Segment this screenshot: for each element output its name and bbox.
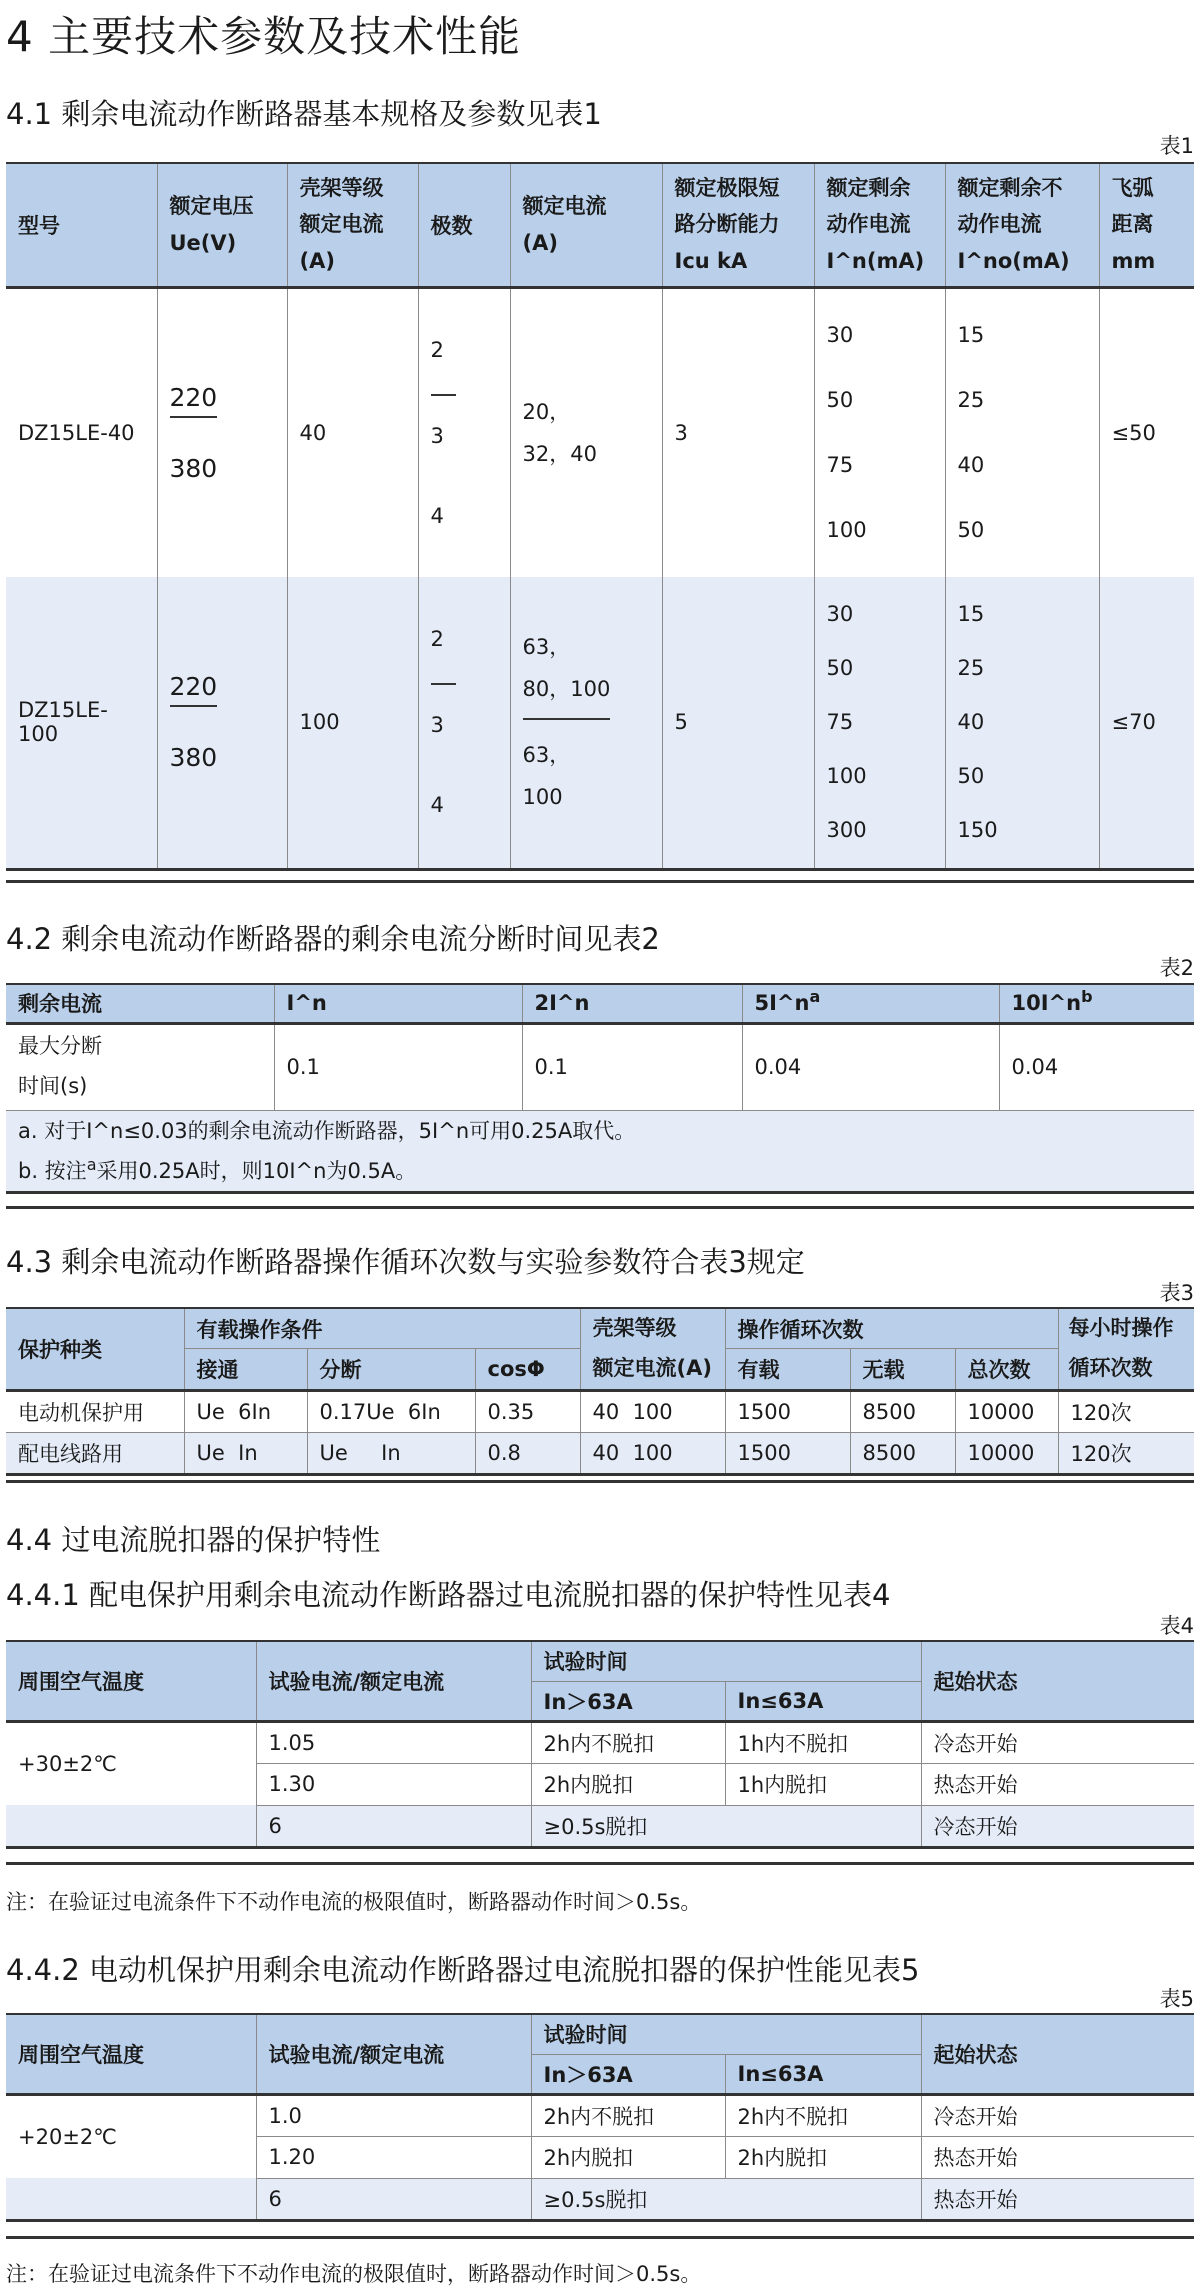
residual-value: 300 xyxy=(826,818,867,843)
table-5 xyxy=(6,2013,1194,2222)
t2-footnote-a-mark: a xyxy=(809,987,821,1007)
t3-sub-off: 分断 xyxy=(307,1349,475,1391)
t2-row-label: 最大分断 时间(s) xyxy=(6,1023,274,1110)
residual-value: 30 xyxy=(826,602,854,627)
t4-cell: ≥0.5s脱扣 xyxy=(531,1805,921,1847)
t5-cell-empty xyxy=(6,2178,256,2220)
t2-header-residual: 剩余电流 xyxy=(6,984,274,1023)
t3-sub-noload: 无载 xyxy=(850,1349,955,1391)
nonop-value: 40 xyxy=(957,710,985,735)
section-4-3-heading: 4.3 剩余电流动作断路器操作循环次数与实验参数符合表3规定 xyxy=(6,1245,805,1279)
residual-value: 50 xyxy=(826,387,854,412)
t3-header-cycles: 操作循环次数 xyxy=(725,1308,1058,1349)
t1-header-frame: 壳架等级 额定电流 (A) xyxy=(287,163,418,287)
t3-cell: 1500 xyxy=(725,1390,850,1432)
t1-header-voltage: 额定电压 Ue(V) xyxy=(157,163,287,287)
t1-header-model: 型号 xyxy=(6,163,157,287)
t4-cell-empty xyxy=(6,1805,256,1847)
t1-row-dz15le-40 xyxy=(6,287,1194,577)
t4-header-ratio: 试验电流/额定电流 xyxy=(256,1641,531,1721)
table-3-bottom-rule xyxy=(6,1480,1194,1483)
table-5-note: 注：在验证过电流条件下不动作电流的极限值时，断路器动作时间＞0.5s。 xyxy=(6,2262,702,2286)
t3-cell: 0.35 xyxy=(475,1390,580,1432)
t3-cell: 120次 xyxy=(1058,1390,1194,1432)
t5-cell: 热态开始 xyxy=(921,2136,1194,2178)
t3-row-motor xyxy=(6,1390,1194,1432)
section-4-1-heading: 4.1 剩余电流动作断路器基本规格及参数见表1 xyxy=(6,97,602,131)
residual-value: 100 xyxy=(826,517,867,542)
t4-header-temp: 周围空气温度 xyxy=(6,1641,256,1721)
t1-voltage xyxy=(157,287,287,577)
rated-line-3: 63， xyxy=(522,743,571,768)
t2-note-b-text: 采用0.25A时，则10I^n为0.5A。 xyxy=(96,1158,417,1183)
residual-value: 100 xyxy=(826,764,867,789)
t1-row-dz15le-100 xyxy=(6,577,1194,869)
t3-cell: 120次 xyxy=(1058,1432,1194,1474)
pole-2: 2 xyxy=(431,310,456,396)
voltage-220: 220 xyxy=(170,383,218,418)
t2-footnote-b-mark: b xyxy=(1081,987,1093,1007)
t5-cell: 6 xyxy=(256,2178,531,2220)
t1-rated xyxy=(510,577,662,869)
table-4 xyxy=(6,1640,1194,1849)
table-2 xyxy=(6,983,1194,1194)
t1-arc: ≤50 xyxy=(1099,287,1194,577)
t1-header-icu: 额定极限短 路分断能力 Icu kA xyxy=(662,163,814,287)
t1-arc: ≤70 xyxy=(1099,577,1194,869)
t1-icu: 5 xyxy=(662,577,814,869)
t1-nonop xyxy=(945,577,1099,869)
table-3 xyxy=(6,1307,1194,1476)
t2-note-b-mark: a xyxy=(86,1154,97,1174)
t4-cell: 1.05 xyxy=(256,1721,531,1763)
t4-header-gt63: In＞63A xyxy=(531,1681,725,1721)
table-4-caption: 表4 xyxy=(1159,1614,1194,1638)
t5-header-state: 起始状态 xyxy=(921,2014,1194,2094)
t4-row xyxy=(6,1721,1194,1763)
t3-row-distribution xyxy=(6,1432,1194,1474)
t2-value: 0.04 xyxy=(999,1023,1194,1110)
table-4-bottom-rule xyxy=(6,1862,1194,1865)
section-4-2-heading: 4.2 剩余电流动作断路器的剩余电流分断时间见表2 xyxy=(6,922,660,956)
nonop-value: 15 xyxy=(957,322,985,347)
t3-header-perhour: 每小时操作 循环次数 xyxy=(1058,1308,1194,1390)
t3-cell: 40 100 xyxy=(580,1390,725,1432)
pole-4: 4 xyxy=(430,503,444,528)
voltage-380: 380 xyxy=(169,453,218,483)
t3-cell: Ue 6In xyxy=(184,1390,307,1432)
t2-header-in: I^n xyxy=(274,984,522,1023)
residual-value: 75 xyxy=(826,452,854,477)
table-5-caption: 表5 xyxy=(1159,1987,1194,2011)
t1-icu: 3 xyxy=(662,287,814,577)
pole-2: 2 xyxy=(431,599,456,685)
pole-3: 3 xyxy=(430,713,444,738)
t5-header-temp: 周围空气温度 xyxy=(6,2014,256,2094)
t1-rated xyxy=(510,287,662,577)
t3-cell: 8500 xyxy=(850,1432,955,1474)
t3-cell: 配电线路用 xyxy=(6,1432,184,1474)
t5-temp: +20±2℃ xyxy=(6,2094,256,2178)
t5-cell: 热态开始 xyxy=(921,2178,1194,2220)
t5-cell: 2h内脱扣 xyxy=(531,2136,725,2178)
table-5-bottom-rule xyxy=(6,2236,1194,2239)
section-4-4-2-heading: 4.4.2 电动机保护用剩余电流动作断路器过电流脱扣器的保护性能见表5 xyxy=(6,1953,920,1987)
t4-header-time: 试验时间 xyxy=(531,1641,921,1681)
t1-header-arc: 飞弧 距离 mm xyxy=(1099,163,1194,287)
t1-frame: 40 xyxy=(287,287,418,577)
t5-cell: 1.0 xyxy=(256,2094,531,2136)
t4-cell: 冷态开始 xyxy=(921,1721,1194,1763)
t3-sub-on: 接通 xyxy=(184,1349,307,1391)
voltage-380: 380 xyxy=(169,743,218,773)
t1-model: DZ15LE-100 xyxy=(6,577,157,869)
t4-cell: 热态开始 xyxy=(921,1763,1194,1805)
t3-sub-load: 有载 xyxy=(725,1349,850,1391)
t4-cell: 1.30 xyxy=(256,1763,531,1805)
table-1 xyxy=(6,162,1194,871)
pole-4: 4 xyxy=(430,793,444,818)
table-2-caption: 表2 xyxy=(1159,956,1194,980)
nonop-value: 15 xyxy=(957,602,985,627)
residual-value: 30 xyxy=(826,322,854,347)
t5-cell: 2h内脱扣 xyxy=(725,2136,921,2178)
t1-frame: 100 xyxy=(287,577,418,869)
voltage-220: 220 xyxy=(170,672,218,707)
t3-cell: 10000 xyxy=(955,1390,1058,1432)
t3-cell: 10000 xyxy=(955,1432,1058,1474)
t5-cell: 2h内不脱扣 xyxy=(531,2094,725,2136)
t1-nonop xyxy=(945,287,1099,577)
t5-row xyxy=(6,2094,1194,2136)
rated-line-2: 32，40 xyxy=(522,441,597,466)
t5-cell: 冷态开始 xyxy=(921,2094,1194,2136)
table-3-caption: 表3 xyxy=(1159,1281,1194,1305)
t4-row xyxy=(6,1805,1194,1847)
t2-row xyxy=(6,1023,1194,1110)
t3-cell: 40 100 xyxy=(580,1432,725,1474)
t1-voltage xyxy=(157,577,287,869)
t2-note-b-text: b. 按注 xyxy=(18,1158,87,1183)
t4-cell: 2h内不脱扣 xyxy=(531,1721,725,1763)
rated-line-1: 63， xyxy=(522,635,571,660)
t2-value: 0.1 xyxy=(522,1023,742,1110)
t1-residual xyxy=(814,577,945,869)
t3-cell: Ue In xyxy=(184,1432,307,1474)
rated-line-4: 100 xyxy=(522,785,563,810)
t3-header-load: 有载操作条件 xyxy=(184,1308,580,1349)
nonop-value: 50 xyxy=(957,764,985,789)
rated-line-1: 20， xyxy=(522,399,571,424)
t3-cell: 8500 xyxy=(850,1390,955,1432)
t4-cell: 冷态开始 xyxy=(921,1805,1194,1847)
table-2-bottom-rule xyxy=(6,1206,1194,1209)
t5-row xyxy=(6,2178,1194,2220)
t3-sub-cos: cosΦ xyxy=(475,1349,580,1391)
t4-temp: +30±2℃ xyxy=(6,1721,256,1805)
t4-cell: 2h内脱扣 xyxy=(531,1763,725,1805)
t5-cell: 2h内不脱扣 xyxy=(725,2094,921,2136)
t4-cell: 1h内脱扣 xyxy=(725,1763,921,1805)
nonop-value: 25 xyxy=(957,656,985,681)
t1-header-nonop: 额定剩余不 动作电流 I^no(mA) xyxy=(945,163,1099,287)
t3-cell: 0.17Ue 6In xyxy=(307,1390,475,1432)
t1-header-rated: 额定电流 (A) xyxy=(510,163,662,287)
t3-header-protect: 保护种类 xyxy=(6,1308,184,1390)
page-title: 4 主要技术参数及技术性能 xyxy=(6,12,522,61)
t1-poles xyxy=(418,287,510,577)
t4-cell: 1h内不脱扣 xyxy=(725,1721,921,1763)
table-4-note: 注：在验证过电流条件下不动作电流的极限值时，断路器动作时间＞0.5s。 xyxy=(6,1890,702,1914)
table-1-bottom-rule xyxy=(6,880,1194,883)
t5-header-le63: In≤63A xyxy=(725,2054,921,2094)
t5-cell: 1.20 xyxy=(256,2136,531,2178)
nonop-value: 25 xyxy=(957,387,985,412)
t4-header-state: 起始状态 xyxy=(921,1641,1194,1721)
t3-cell: Ue In xyxy=(307,1432,475,1474)
section-4-4-heading: 4.4 过电流脱扣器的保护特性 xyxy=(6,1523,381,1557)
t2-header-10in xyxy=(999,984,1194,1023)
t1-header-poles: 极数 xyxy=(418,163,510,287)
table-1-caption: 表1 xyxy=(1159,134,1194,158)
t2-header-5in xyxy=(742,984,999,1023)
t2-header-2in: 2I^n xyxy=(522,984,742,1023)
section-4-4-1-heading: 4.4.1 配电保护用剩余电流动作断路器过电流脱扣器的保护特性见表4 xyxy=(6,1578,891,1612)
t5-header-time: 试验时间 xyxy=(531,2014,921,2054)
t2-5in-label: 5I^n xyxy=(754,991,810,1016)
t3-cell: 0.8 xyxy=(475,1432,580,1474)
t5-cell: ≥0.5s脱扣 xyxy=(531,2178,921,2220)
rated-line-2: 80，100 xyxy=(522,677,611,702)
t4-header-le63: In≤63A xyxy=(725,1681,921,1721)
t3-cell: 电动机保护用 xyxy=(6,1390,184,1432)
t3-cell: 1500 xyxy=(725,1432,850,1474)
t3-header-frame: 壳架等级 额定电流(A) xyxy=(580,1308,725,1390)
t5-header-gt63: In＞63A xyxy=(531,2054,725,2094)
t2-value: 0.04 xyxy=(742,1023,999,1110)
t3-sub-total: 总次数 xyxy=(955,1349,1058,1391)
t2-note-b xyxy=(6,1149,1194,1192)
t1-residual xyxy=(814,287,945,577)
t1-poles xyxy=(418,577,510,869)
pole-3: 3 xyxy=(430,423,444,448)
nonop-value: 50 xyxy=(957,517,985,542)
t1-model: DZ15LE-40 xyxy=(6,287,157,577)
t2-10in-label: 10I^n xyxy=(1011,991,1082,1016)
t1-header-residual: 额定剩余 动作电流 I^n(mA) xyxy=(814,163,945,287)
t2-value: 0.1 xyxy=(274,1023,522,1110)
t4-cell: 6 xyxy=(256,1805,531,1847)
t5-header-ratio: 试验电流/额定电流 xyxy=(256,2014,531,2094)
nonop-value: 40 xyxy=(957,452,985,477)
residual-value: 50 xyxy=(826,656,854,681)
t2-note-a: a. 对于I^n≤0.03的剩余电流动作断路器，5I^n可用0.25A取代。 xyxy=(6,1110,1194,1149)
residual-value: 75 xyxy=(826,710,854,735)
nonop-value: 150 xyxy=(957,818,998,843)
